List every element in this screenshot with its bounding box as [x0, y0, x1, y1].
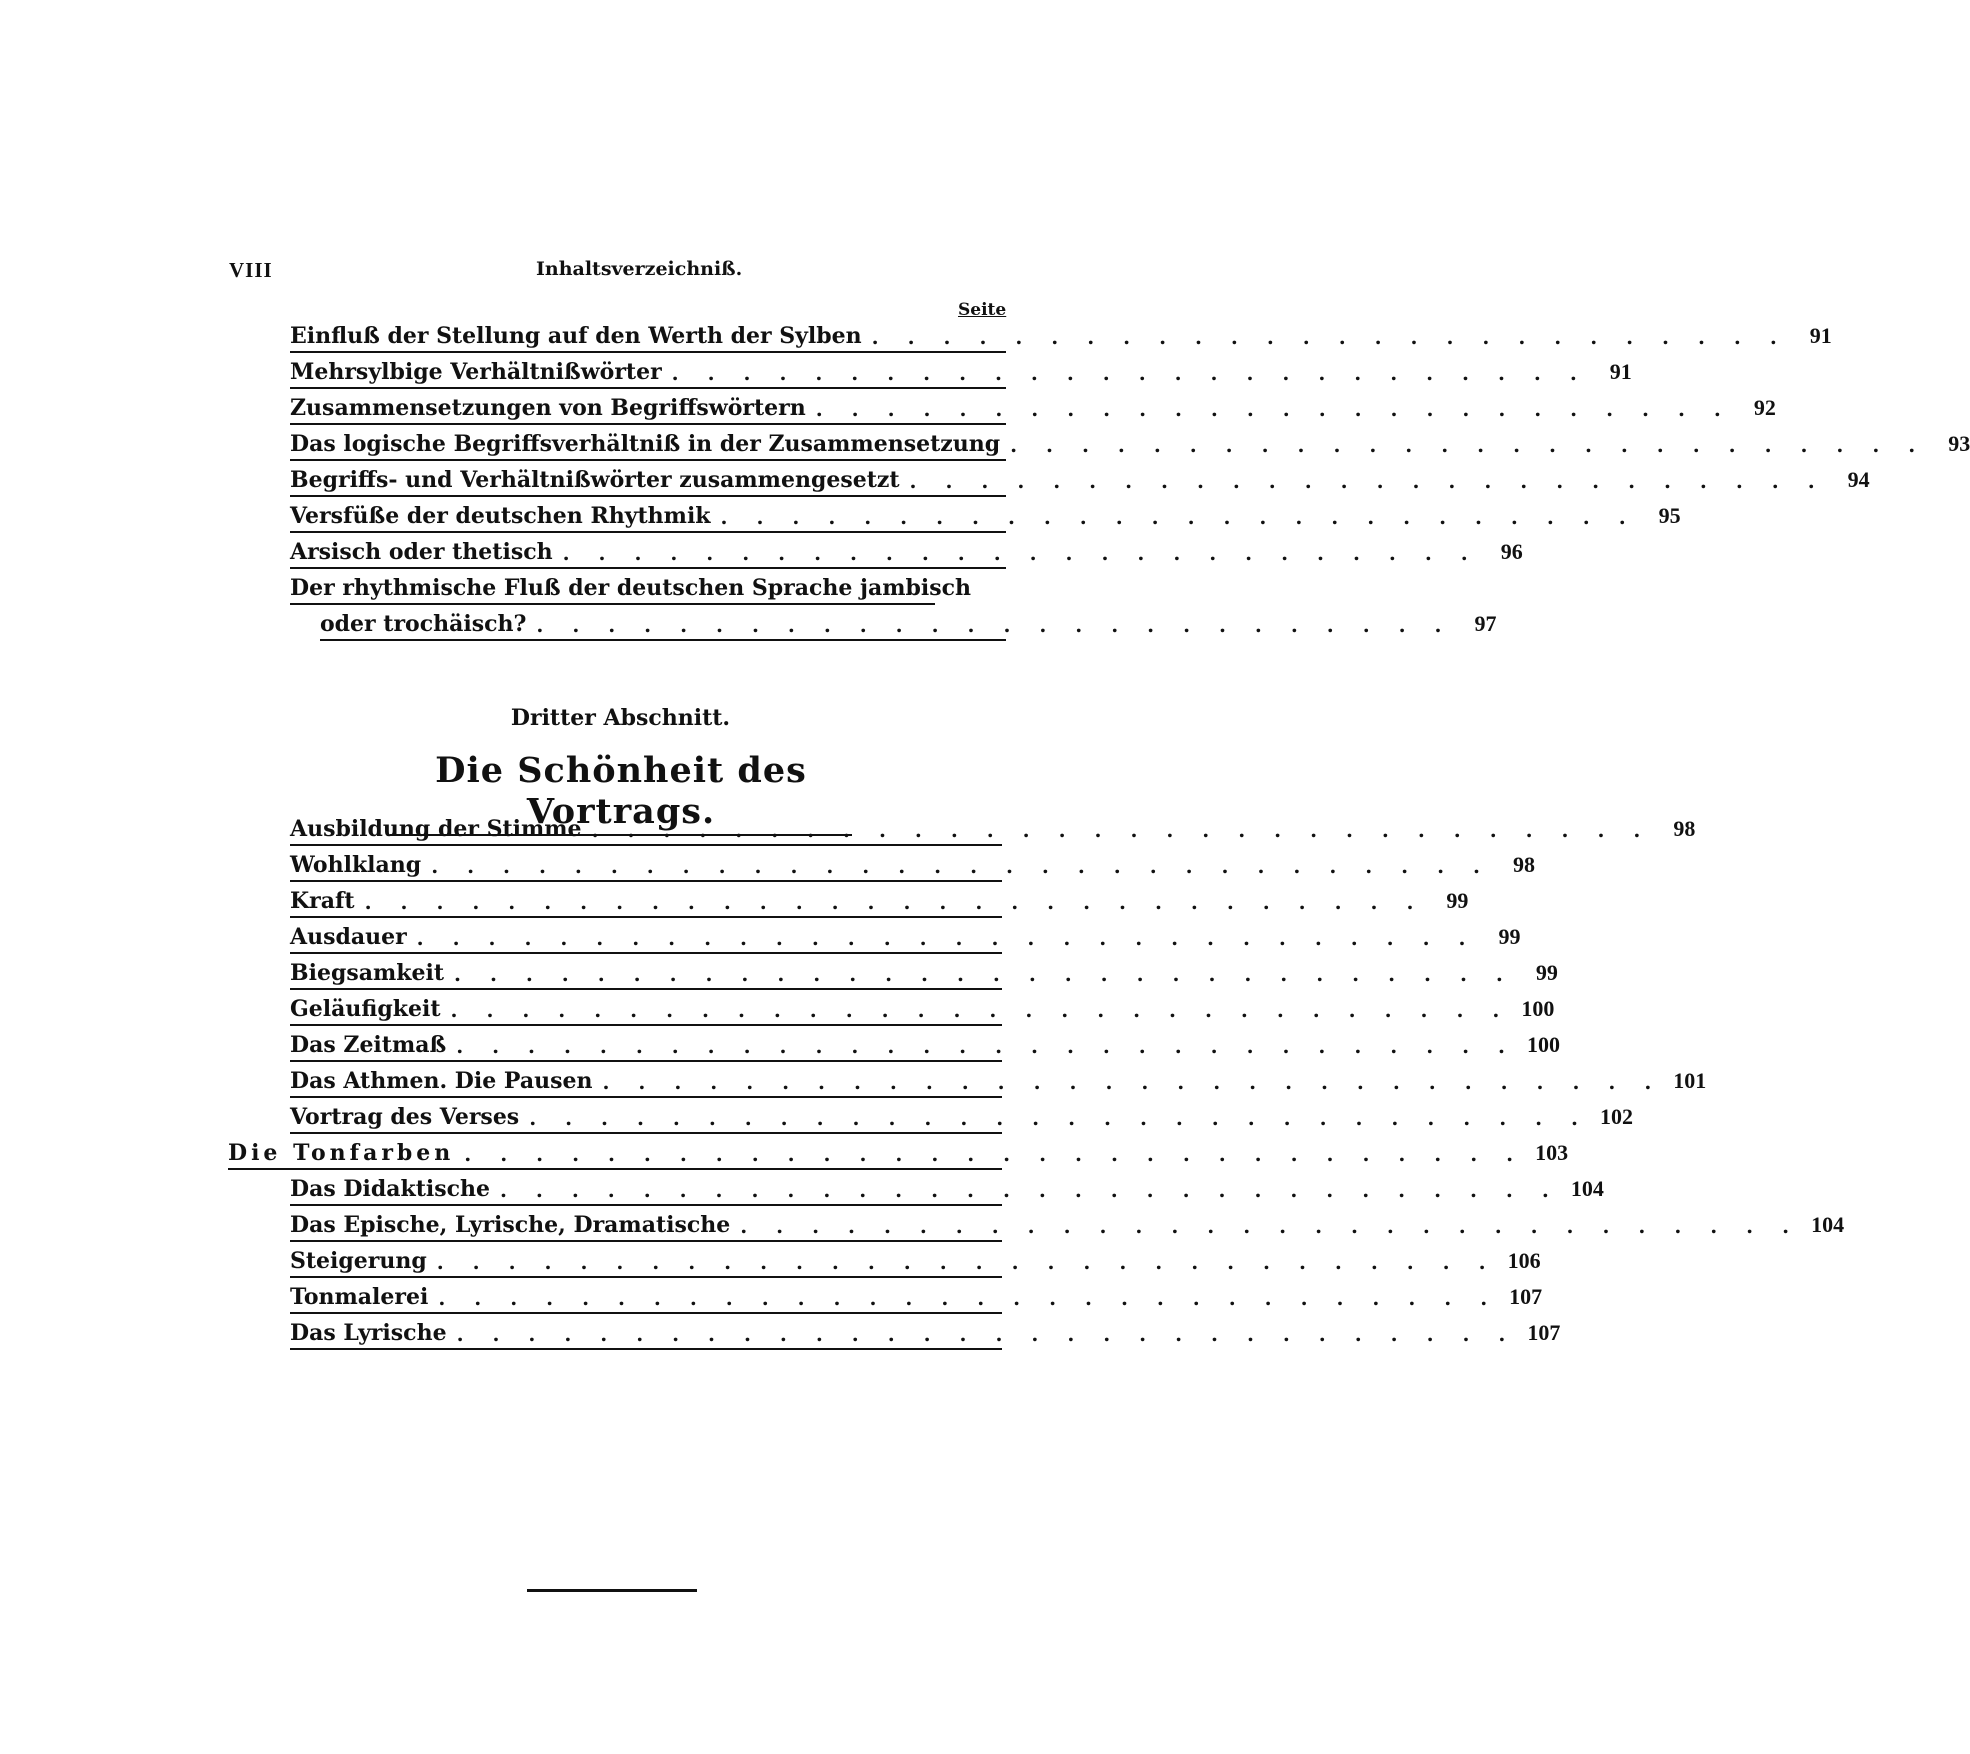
toc-entry-title: Mehrsylbige Verhältnißwörter — [290, 359, 662, 385]
toc-entry[interactable] — [290, 920, 1521, 954]
toc-entry[interactable] — [290, 1028, 1561, 1062]
toc-entry-page: 99 — [1446, 888, 1469, 913]
toc-entry[interactable] — [290, 1064, 1707, 1098]
toc-entry[interactable] — [290, 499, 1681, 533]
toc-entry-title: Arsisch oder thetisch — [290, 539, 553, 565]
toc-entry[interactable] — [290, 812, 1696, 846]
toc-entry-page: 97 — [1474, 611, 1497, 636]
toc-entry-title: Das Epische, Lyrische, Dramatische — [290, 1212, 731, 1238]
toc-entry-page: 92 — [1753, 395, 1776, 420]
toc-entry-page: 107 — [1509, 1284, 1543, 1309]
toc-entry-title: Das Didaktische — [290, 1176, 490, 1202]
toc-entry[interactable] — [290, 571, 972, 605]
toc-entry-title: Ausbildung der Stimme — [290, 816, 582, 842]
toc-entry-page: 104 — [1570, 1176, 1604, 1201]
toc-entry-page: 106 — [1507, 1248, 1541, 1273]
toc-entry-title: Begriffs- und Verhältnißwörter zusammengesetzt — [290, 467, 900, 493]
toc-entry-title: oder trochäisch? — [320, 611, 527, 637]
toc-entry-title: Das logische Begriffsverhältniß in der Zusammensetzung — [290, 431, 1001, 457]
leader-dots: . . . . . . . . . . . . . . . . . . . . . . . . . . . . . . — [438, 1286, 1499, 1310]
toc-entry-title: Zusammensetzungen von Begriffswörtern — [290, 395, 806, 421]
toc-entry-page: 101 — [1673, 1068, 1707, 1093]
running-head: Inhaltsverzeichniß. — [536, 258, 743, 280]
toc-entry-page: 102 — [1600, 1104, 1634, 1129]
toc-entry-page: 99 — [1498, 924, 1521, 949]
leader-dots: . . . . . . . . . . . . . . . . . . . . . . . . . . . . . . — [602, 1070, 1663, 1094]
toc-entry[interactable] — [290, 427, 1970, 461]
leader-dots: . . . . . . . . . . . . . . . . . . . . . . . . . . . . . . — [431, 854, 1491, 878]
toc-entry-title: Der rhythmische Fluß der deutschen Sprache jambisch — [290, 575, 972, 601]
toc-entry-page: 94 — [1847, 467, 1870, 492]
toc-entry[interactable] — [290, 391, 1776, 425]
leader-dots: . . . . . . . . . . . . . . . . . . . . . . . . . . — [671, 361, 1588, 385]
toc-entry-page: 91 — [1809, 323, 1832, 348]
leader-dots: . . . . . . . . . . . . . . . . . . . . . . . . . . — [871, 325, 1788, 349]
section-label: Dritter Abschnitt. — [510, 705, 731, 731]
leader-dots: . . . . . . . . . . . . . . . . . . . . . . . . . . — [720, 505, 1637, 529]
toc-entry[interactable] — [290, 463, 1870, 497]
toc-entry[interactable] — [290, 1172, 1604, 1206]
toc-entry-title: Kraft — [290, 888, 355, 914]
toc-entry[interactable] — [290, 355, 1632, 389]
leader-dots: . . . . . . . . . . . . . . . . . . . . . . . . . . . . . . — [450, 998, 1511, 1022]
toc-entry[interactable] — [290, 884, 1469, 918]
leader-dots: . . . . . . . . . . . . . . . . . . . . . . . . . . . . . . — [591, 818, 1652, 842]
toc-entry-page: 98 — [1513, 852, 1535, 877]
toc-entry[interactable] — [290, 1244, 1541, 1278]
leader-dots: . . . . . . . . . . . . . . . . . . . . . . . . . . — [562, 541, 1479, 565]
toc-entry-page: 98 — [1673, 816, 1696, 841]
toc-entry-title: Einfluß der Stellung auf den Werth der Sylben — [290, 323, 862, 349]
leader-dots: . . . . . . . . . . . . . . . . . . . . . . . . . . — [909, 469, 1826, 493]
seite-column-label: Seite — [958, 300, 1007, 320]
toc-entry[interactable] — [290, 1280, 1543, 1314]
toc-entry-page: 100 — [1521, 996, 1555, 1021]
leader-dots: . . . . . . . . . . . . . . . . . . . . . . . . . . . . . . — [436, 1250, 1497, 1274]
leader-dots: . . . . . . . . . . . . . . . . . . . . . . . . . . — [536, 613, 1453, 637]
toc-entry-title: Die Tonfarben — [228, 1140, 455, 1166]
toc-entry[interactable] — [290, 1100, 1634, 1134]
toc-entry[interactable] — [290, 1316, 1561, 1350]
leader-dots: . . . . . . . . . . . . . . . . . . . . . . . . . . . . . . — [364, 890, 1425, 914]
toc-entry[interactable] — [290, 319, 1832, 353]
toc-entry-title: Das Zeitmaß — [290, 1032, 447, 1058]
leader-dots: . . . . . . . . . . . . . . . . . . . . . . . . . . — [815, 397, 1732, 421]
toc-entry[interactable] — [290, 848, 1535, 882]
toc-entry[interactable] — [290, 992, 1555, 1026]
toc-entry-title: Das Lyrische — [290, 1320, 447, 1346]
page-number: VIII — [229, 258, 273, 282]
toc-entry-title: Steigerung — [290, 1248, 427, 1274]
section-title: Die Schönheit des Vortrags. — [390, 750, 852, 836]
toc-entry-title: Das Athmen. Die Pausen — [290, 1068, 593, 1094]
toc-entry-page: 95 — [1658, 503, 1681, 528]
toc-entry-title: Versfüße der deutschen Rhythmik — [290, 503, 711, 529]
leader-dots: . . . . . . . . . . . . . . . . . . . . . . . . . . . . . . — [456, 1034, 1517, 1058]
toc-entry-page: 107 — [1527, 1320, 1561, 1345]
leader-dots: . . . . . . . . . . . . . . . . . . . . . . . . . . . . . . — [464, 1142, 1525, 1166]
leader-dots: . . . . . . . . . . . . . . . . . . . . . . . . . . . . . . — [500, 1178, 1560, 1202]
leader-dots: . . . . . . . . . . . . . . . . . . . . . . . . . . — [1010, 433, 1927, 457]
closing-rule — [527, 1589, 697, 1592]
toc-entry-title: Geläufigkeit — [290, 996, 441, 1022]
toc-entry-page: 104 — [1811, 1212, 1845, 1237]
leader-dots: . . . . . . . . . . . . . . . . . . . . . . . . . . . . . . — [454, 962, 1514, 986]
toc-entry-title: Wohlklang — [290, 852, 422, 878]
toc-entry-page: 91 — [1609, 359, 1632, 384]
toc-entry-page: 100 — [1527, 1032, 1561, 1057]
toc-entry-title: Biegsamkeit — [290, 960, 445, 986]
leader-dots: . . . . . . . . . . . . . . . . . . . . . . . . . . . . . . — [529, 1106, 1590, 1130]
toc-entry-continuation[interactable] — [320, 607, 1497, 641]
toc-entry[interactable] — [290, 535, 1523, 569]
toc-entry[interactable] — [290, 1208, 1845, 1242]
leader-dots: . . . . . . . . . . . . . . . . . . . . . . . . . . . . . . — [416, 926, 1477, 950]
toc-entry-page: 99 — [1535, 960, 1558, 985]
toc-entry-page: 96 — [1500, 539, 1523, 564]
toc-entry-title: Ausdauer — [290, 924, 407, 950]
toc-entry-title: Vortrag des Verses — [290, 1104, 520, 1130]
leader-dots: . . . . . . . . . . . . . . . . . . . . . . . . . . . . . . — [456, 1322, 1517, 1346]
toc-entry[interactable] — [290, 956, 1558, 990]
toc-entry-title: Tonmalerei — [290, 1284, 429, 1310]
toc-entry-heading[interactable] — [228, 1136, 1569, 1170]
toc-entry-page: 103 — [1535, 1140, 1569, 1165]
toc-entry-page: 93 — [1948, 431, 1970, 456]
leader-dots: . . . . . . . . . . . . . . . . . . . . . . . . . . . . . . — [740, 1214, 1801, 1238]
